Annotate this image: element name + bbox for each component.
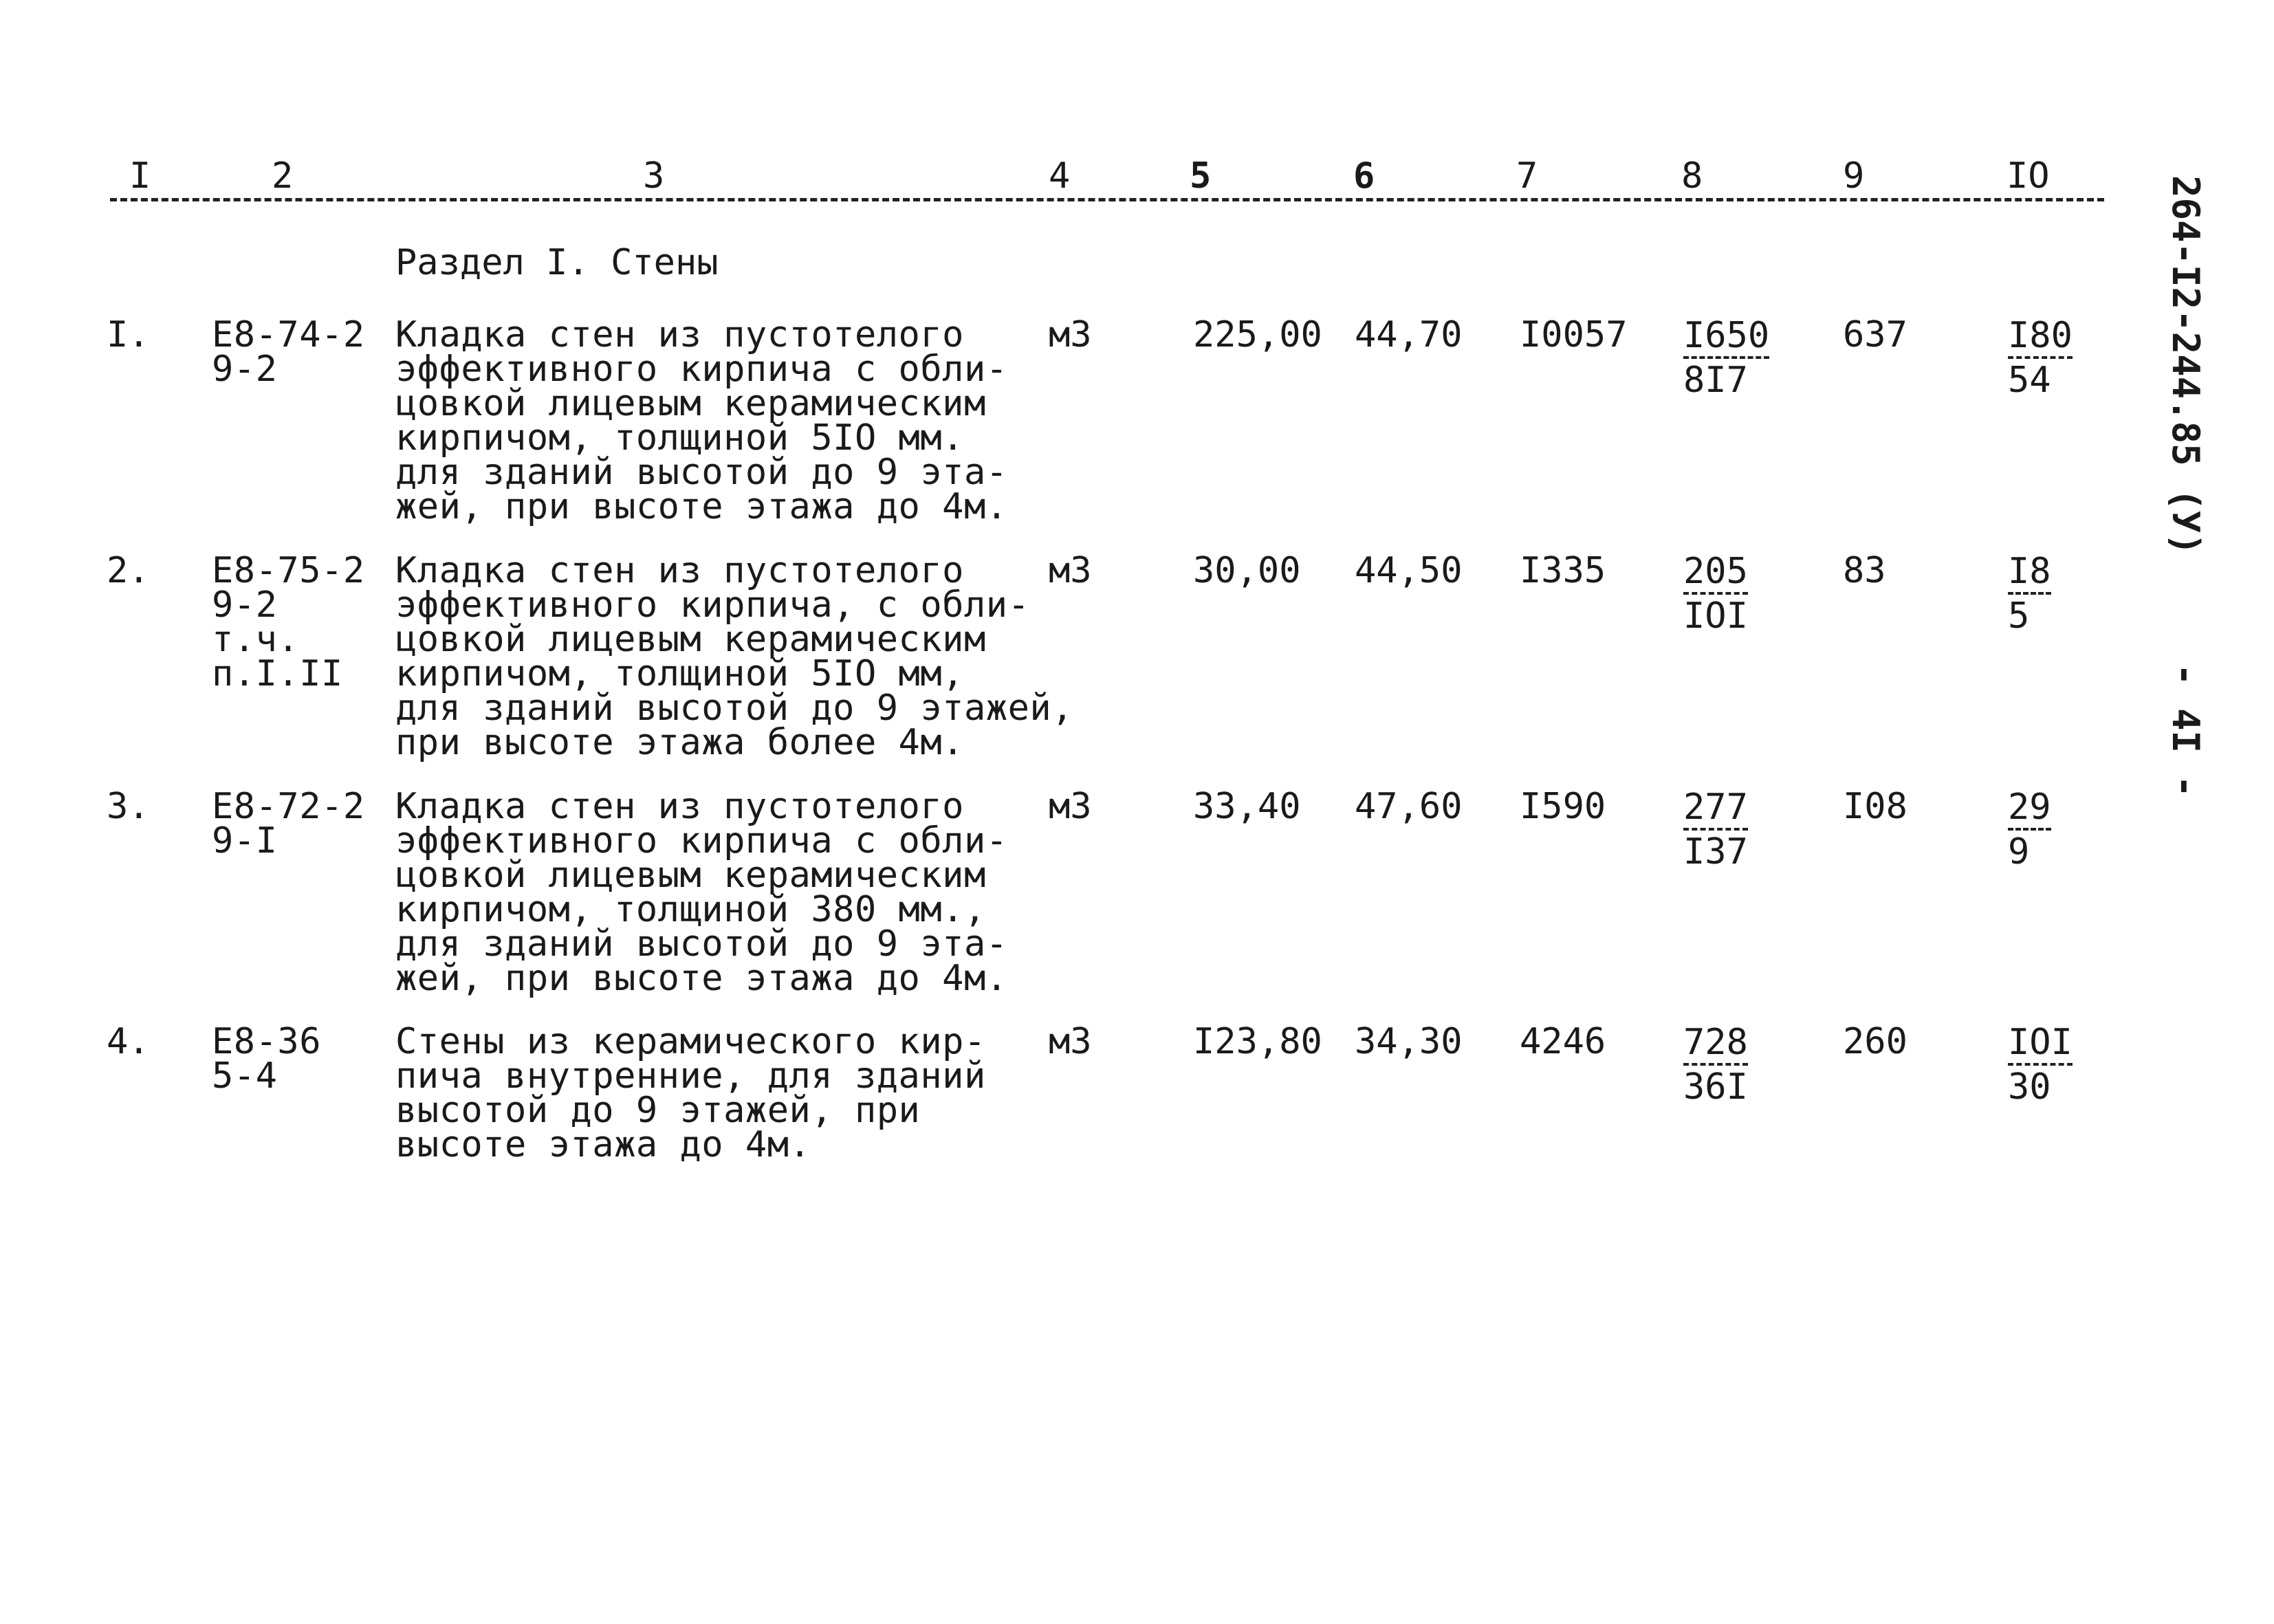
document-code: 264-I2-244.85 (У) [2164, 175, 2207, 556]
row-col8-numerator: I650 [1683, 318, 1769, 359]
column-header-9: 9 [1843, 155, 1865, 197]
row-col7: I335 [1520, 550, 1606, 591]
column-header-1: I [129, 155, 151, 197]
column-header-4: 4 [1049, 155, 1071, 197]
row-description: Стены из керамического кир- пича внутренние, для зданий высотой до 9 этажей, при высоте этажа до 4м. [395, 1021, 986, 1165]
column-header-2: 2 [272, 155, 294, 197]
row-col10-fraction [2008, 553, 2051, 637]
column-header-3: 3 [643, 155, 665, 197]
row-col10-fraction [2008, 789, 2051, 873]
row-col8-denominator: IOI [1683, 595, 1748, 637]
row-col5: 33,40 [1193, 786, 1301, 827]
row-col10-numerator: IOI [2008, 1024, 2073, 1066]
row-col8-numerator: 205 [1683, 553, 1748, 595]
column-header-7: 7 [1516, 155, 1538, 197]
row-col7: I0057 [1520, 314, 1628, 355]
row-col5: I23,80 [1193, 1021, 1322, 1062]
row-col6: 34,30 [1355, 1021, 1463, 1062]
section-title: Раздел I. Стены [395, 242, 719, 283]
row-col7: 4246 [1520, 1021, 1606, 1062]
row-col10-numerator: I8 [2008, 553, 2051, 595]
row-col9: 83 [1843, 550, 1886, 591]
column-header-10: IO [2007, 155, 2050, 197]
row-col5: 225,00 [1193, 314, 1322, 355]
page-number: - 4I - [2164, 663, 2207, 798]
row-description: Кладка стен из пустотелого эффективного кирпича, с обли- цовкой лицевым керамическим кирпичом, толщиной 5IO мм, для зданий высотой до 9 этажей, при высоте этажа более 4м. [395, 550, 1074, 763]
row-col10-fraction [2008, 315, 2073, 402]
row-number: 4. [107, 1021, 150, 1062]
row-col9: 260 [1843, 1021, 1907, 1062]
row-code: Е8-72-2 9-I [212, 786, 365, 862]
column-header-6: 6 [1353, 155, 1375, 197]
column-header-5: 5 [1190, 155, 1212, 197]
row-number: 3. [107, 786, 150, 827]
row-col9: 637 [1843, 314, 1907, 355]
row-code: Е8-36 5-4 [212, 1021, 322, 1097]
row-number: 2. [107, 550, 150, 591]
row-col9: I08 [1843, 786, 1907, 827]
row-col7: I590 [1520, 786, 1606, 827]
row-description: Кладка стен из пустотелого эффективного кирпича с обли- цовкой лицевым керамическим кирпичом, толщиной 5IO мм. для зданий высотой до 9 эта- жей, при высоте этажа до 4м. [395, 314, 1008, 527]
row-number: I. [107, 314, 150, 355]
row-col10-denominator: 5 [2008, 595, 2030, 637]
row-unit: м3 [1049, 1021, 1092, 1062]
row-col8-denominator: 8I7 [1683, 360, 1748, 401]
column-header-8: 8 [1681, 155, 1703, 197]
row-col8-denominator: I37 [1683, 831, 1748, 873]
row-col6: 44,70 [1355, 314, 1463, 355]
row-code: Е8-75-2 9-2 т.ч. п.I.II [212, 550, 365, 694]
row-col10-numerator: 29 [2008, 789, 2051, 831]
row-col10-denominator: 30 [2008, 1066, 2051, 1108]
row-col8-fraction [1683, 315, 1770, 402]
row-unit: м3 [1049, 314, 1092, 355]
row-col5: 30,00 [1193, 550, 1301, 591]
row-col8-numerator: 277 [1683, 789, 1748, 831]
row-col10-denominator: 54 [2008, 360, 2051, 401]
row-code: Е8-74-2 9-2 [212, 314, 365, 390]
row-col8-fraction [1683, 553, 1748, 637]
row-col10-denominator: 9 [2008, 831, 2030, 873]
header-rule [110, 198, 2104, 201]
row-unit: м3 [1049, 786, 1092, 827]
row-description: Кладка стен из пустотелого эффективного кирпича с обли- цовкой лицевым керамическим кирпичом, толщиной 380 мм., для зданий высотой до 9 эта- жей, при высоте этажа до 4м. [395, 786, 1008, 999]
row-col6: 44,50 [1355, 550, 1463, 591]
row-col8-numerator: 728 [1683, 1024, 1748, 1066]
row-col10-fraction [2008, 1024, 2073, 1108]
row-col6: 47,60 [1355, 786, 1463, 827]
row-col8-fraction [1683, 789, 1748, 873]
row-col8-fraction [1683, 1024, 1748, 1108]
row-col8-denominator: 36I [1683, 1066, 1748, 1108]
row-col10-numerator: I80 [2008, 318, 2073, 359]
row-unit: м3 [1049, 550, 1092, 591]
